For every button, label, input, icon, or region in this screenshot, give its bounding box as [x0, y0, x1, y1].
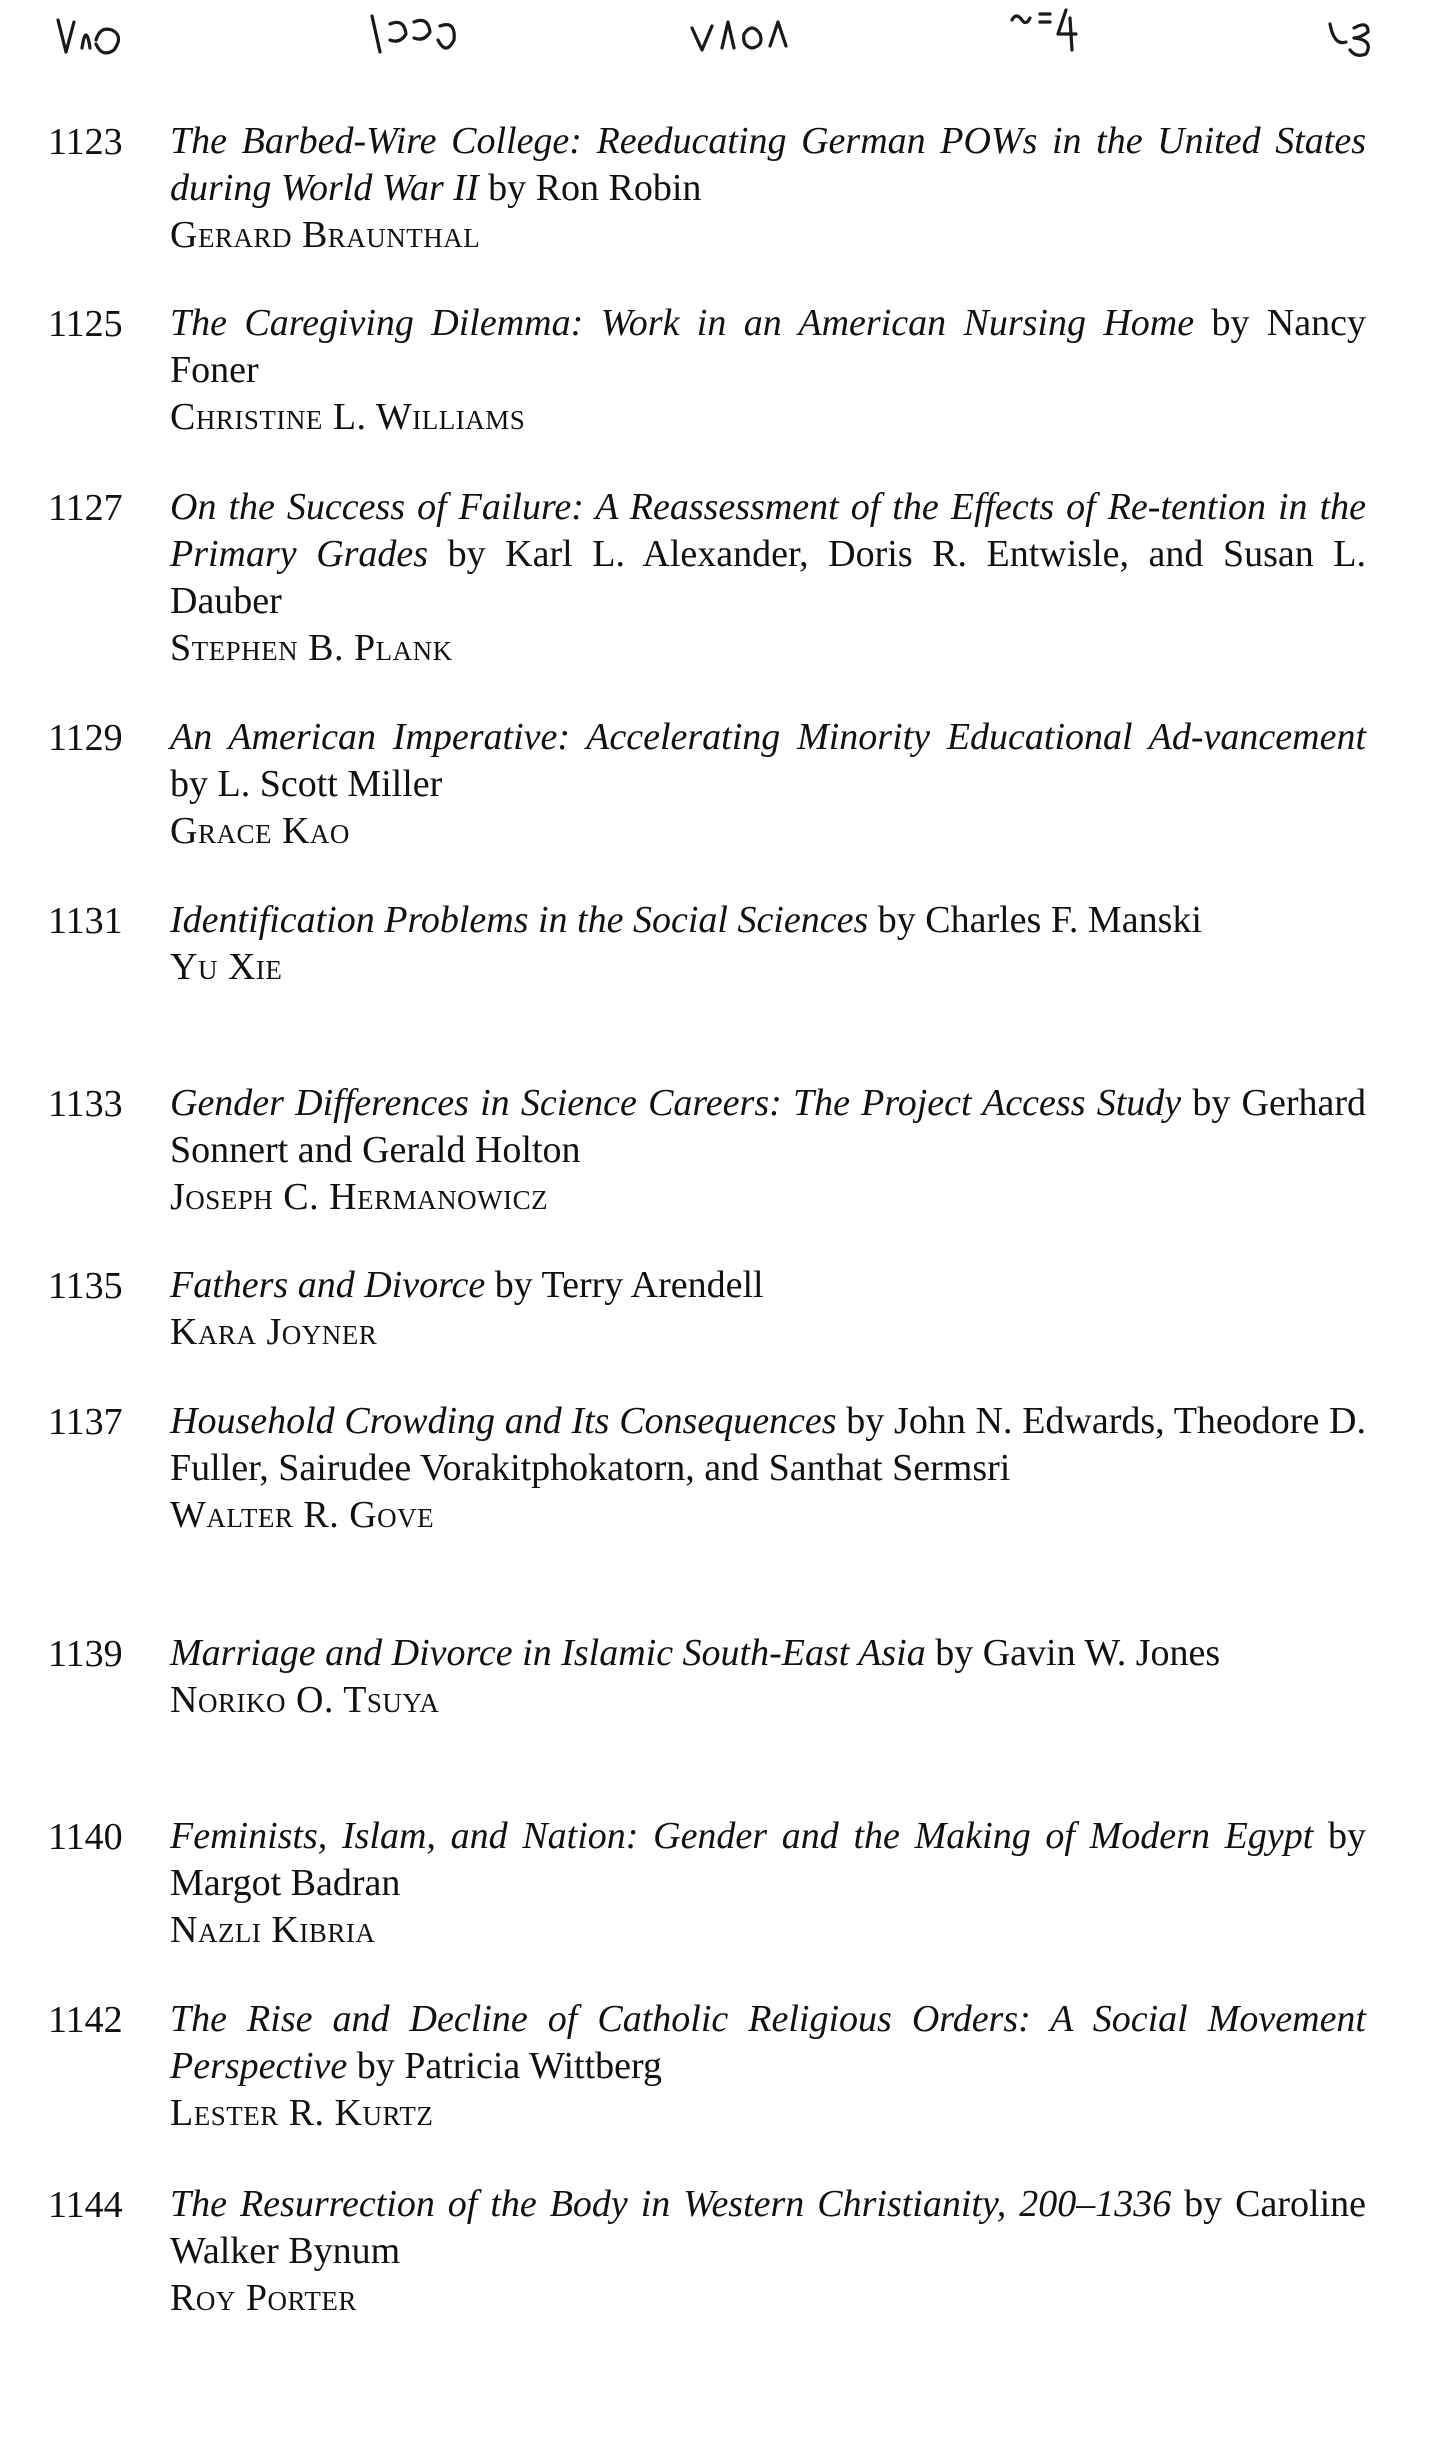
reviewer-name: Kara Joyner — [170, 1311, 378, 1353]
book-citation — [170, 1813, 1366, 1907]
reviewer-name: Gerard Braunthal — [170, 214, 481, 256]
page-number: 1133 — [48, 1083, 123, 1125]
book-title: The Barbed-Wire College: Reeducating German POWs in the United States during World War II — [170, 120, 1366, 209]
entry-body — [170, 1630, 1366, 1724]
book-citation — [170, 1080, 1366, 1174]
book-authors: by Charles F. Manski — [868, 899, 1202, 941]
entry-body — [170, 897, 1366, 991]
page-number: 1144 — [48, 2184, 123, 2226]
entry-body — [170, 484, 1366, 672]
book-citation — [170, 484, 1366, 625]
book-title: Household Crowding and Its Consequences — [170, 1400, 837, 1442]
book-title: On the Success of Failure: A Reassessment of the Effects of Re-tention in the Primary Grades — [170, 486, 1366, 575]
page-number: 1135 — [48, 1265, 123, 1307]
book-title: Marriage and Divorce in Islamic South-East Asia — [170, 1632, 926, 1674]
book-authors: by Nancy Foner — [170, 302, 1366, 391]
handwritten-marks-drawing — [0, 0, 1446, 90]
entry-body — [170, 1813, 1366, 1954]
entry-body — [170, 1262, 1366, 1356]
book-authors: by L. Scott Miller — [170, 763, 443, 805]
page-number: 1140 — [48, 1816, 123, 1858]
book-citation — [170, 1630, 1366, 1677]
entry-body — [170, 2181, 1366, 2322]
page-number: 1142 — [48, 1999, 123, 2041]
page-number: 1131 — [48, 900, 123, 942]
entry-body — [170, 300, 1366, 441]
book-citation — [170, 300, 1366, 394]
book-authors: by Patricia Wittberg — [347, 2045, 662, 2087]
reviewer-name: Joseph C. Hermanowicz — [170, 1176, 549, 1218]
reviewer-name: Lester R. Kurtz — [170, 2092, 434, 2134]
reviewer-name: Roy Porter — [170, 2277, 357, 2319]
book-citation — [170, 118, 1366, 212]
page-number: 1139 — [48, 1633, 123, 1675]
reviewer-name: Noriko O. Tsuya — [170, 1679, 440, 1721]
entry-body — [170, 714, 1366, 855]
book-authors: by Karl L. Alexander, Doris R. Entwisle, and Susan L. Dauber — [170, 533, 1366, 622]
reviewer-name: Christine L. Williams — [170, 396, 526, 438]
book-citation — [170, 1262, 1366, 1309]
entry-body — [170, 1080, 1366, 1221]
page-number: 1137 — [48, 1401, 123, 1443]
book-title: Identification Problems in the Social Sciences — [170, 899, 869, 941]
reviewer-name: Stephen B. Plank — [170, 627, 453, 669]
reviewer-name: Walter R. Gove — [170, 1494, 435, 1536]
book-title: Fathers and Divorce — [170, 1264, 486, 1306]
book-authors: by Gerhard Sonnert and Gerald Holton — [170, 1082, 1367, 1171]
book-authors: by Caroline Walker Bynum — [170, 2183, 1366, 2272]
page-number: 1125 — [48, 303, 123, 345]
book-citation — [170, 2181, 1366, 2275]
book-title: The Rise and Decline of Catholic Religious Orders: A Social Movement Perspective — [170, 1998, 1366, 2087]
entry-body — [170, 1996, 1366, 2137]
book-title: Gender Differences in Science Careers: The Project Access Study — [170, 1082, 1182, 1124]
entry-body — [170, 118, 1366, 259]
handwritten-annotation — [0, 0, 1446, 90]
page-number: 1127 — [48, 487, 123, 529]
page-number: 1129 — [48, 717, 123, 759]
page-number: 1123 — [48, 121, 123, 163]
reviewer-name: Nazli Kibria — [170, 1909, 376, 1951]
book-authors: by Ron Robin — [478, 167, 702, 209]
book-authors: by Gavin W. Jones — [925, 1632, 1221, 1674]
book-authors: by John N. Edwards, Theodore D. Fuller, Sairudee Vorakitphokatorn, and Santhat Sermsri — [170, 1400, 1366, 1489]
entry-body — [170, 1398, 1366, 1539]
book-title: An American Imperative: Accelerating Minority Educational Ad-vancement — [170, 716, 1366, 758]
book-citation — [170, 1996, 1366, 2090]
book-citation — [170, 897, 1366, 944]
book-title: The Resurrection of the Body in Western Christianity, 200–1336 — [170, 2183, 1172, 2225]
book-title: Feminists, Islam, and Nation: Gender and the Making of Modern Egypt — [170, 1815, 1314, 1857]
reviewer-name: Grace Kao — [170, 810, 350, 852]
book-citation — [170, 1398, 1366, 1492]
book-authors: by Terry Arendell — [485, 1264, 764, 1306]
book-authors: by Margot Badran — [170, 1815, 1366, 1904]
book-citation — [170, 714, 1366, 808]
book-title: The Caregiving Dilemma: Work in an American Nursing Home — [170, 302, 1195, 344]
reviewer-name: Yu Xie — [170, 946, 283, 988]
